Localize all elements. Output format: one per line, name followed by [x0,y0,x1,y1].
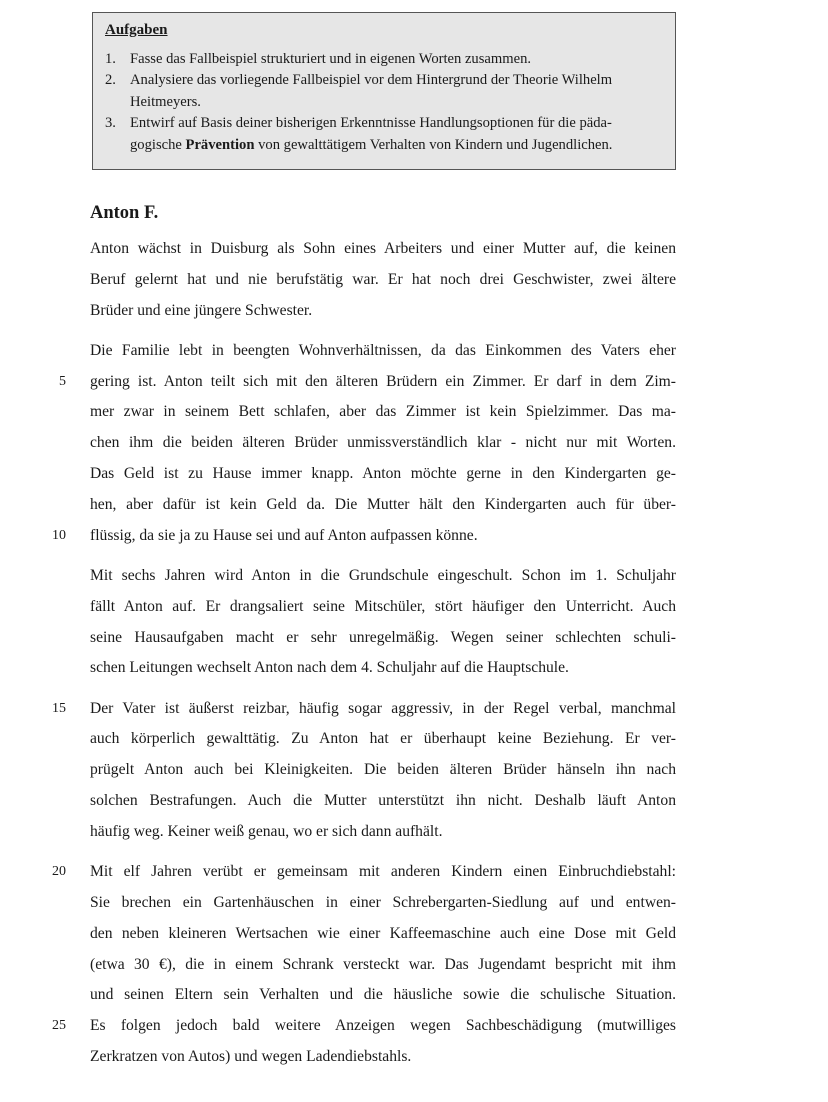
task-number: 3. [105,115,116,132]
line-text: Es folgen jedoch bald weitere Anzeigen wegen Sachbeschädigung (mutwilliges [90,1017,676,1035]
line-text: flüssig, da sie ja zu Hause sei und auf Anton aufpassen könne. [90,526,478,544]
text-line [52,521,676,552]
line-number: 5 [59,373,66,389]
line-text: (etwa 30 €), die in einem Schrank versteckt war. Das Jugendamt bespricht mit ihm [90,955,676,973]
text-line [59,367,676,398]
line-number: 10 [52,527,66,543]
text-line [52,694,676,725]
text-line [90,490,676,521]
line-text: auch körperlich gewalttätig. Zu Anton hat er überhaupt keine Beziehung. Er ver- [90,730,676,748]
case-text [52,234,676,1082]
line-text: den neben kleineren Wertsachen wie einer Kaffeemaschine auch eine Dose mit Geld [90,924,676,942]
line-text: Mit sechs Jahren wird Anton in die Grundschule eingeschult. Schon im 1. Schuljahr [90,566,676,584]
tasks-list [105,49,665,156]
text-line [90,459,676,490]
text-line [52,1011,676,1042]
task-item-3 [105,113,665,156]
text-line [90,817,676,848]
line-text: Brüder und eine jüngere Schwester. [90,301,313,319]
line-text: Mit elf Jahren verübt er gemeinsam mit anderen Kindern einen Einbruchdiebstahl: [90,863,676,881]
text-line [90,592,676,623]
tasks-box [92,12,676,170]
paragraph-2 [52,336,676,552]
line-text: schen Leitungen wechselt Anton nach dem 4. Schuljahr auf die Hauptschule. [90,659,569,677]
text-line [90,265,676,296]
task-text: Analysiere das vorliegende Fallbeispiel vor dem Hintergrund der Theorie Wilhelm [130,72,613,89]
text-line [90,919,676,950]
text-line [90,980,676,1011]
task-item-1 [105,49,665,70]
line-text: hen, aber dafür ist kein Geld da. Die Mutter hält den Kindergarten auch für über- [90,495,676,513]
line-text: und seinen Eltern sein Verhalten und die häusliche sowie die schulische Situation. [90,986,676,1004]
line-text: Die Familie lebt in beengten Wohnverhältnissen, da das Einkommen des Vaters eher [90,341,676,359]
line-text: solchen Bestrafungen. Auch die Mutter unterstützt ihn nicht. Deshalb läuft Anton [90,792,676,810]
line-text: seine Hausaufgaben macht er sehr unregelmäßig. Wegen seiner schlechten schuli- [90,628,676,646]
line-text: chen ihm die beiden älteren Brüder unmissverständlich klar - nicht nur mit Worten. [90,434,676,452]
line-number: 15 [52,700,66,716]
task-text: Fasse das Fallbeispiel strukturiert und in eigenen Worten zusammen. [130,51,532,67]
task-number: 2. [105,72,116,89]
text-line [90,296,676,327]
task-text: gogische [130,136,186,153]
paragraph-4 [52,694,676,848]
paragraph-5 [52,857,676,1073]
case-heading: Anton F. [90,203,159,223]
line-text: Das Geld ist zu Hause immer knapp. Anton möchte gerne in den Kindergarten ge- [90,465,676,483]
line-text: Beruf gelernt hat und nie berufstätig war. Er hat noch drei Geschwister, zwei ältere [90,270,676,288]
line-text: Anton wächst in Duisburg als Sohn eines Arbeiters und einer Mutter auf, die keinen [90,240,676,257]
paragraph-3 [90,561,676,684]
line-number: 25 [52,1018,66,1034]
text-line [90,336,676,367]
task-text: von gewalttätigem Verhalten von Kindern und Jugendlichen. [254,136,613,153]
line-text: Der Vater ist äußerst reizbar, häufig sogar aggressiv, in der Regel verbal, manchmal [90,699,676,717]
text-line [90,755,676,786]
line-number: 20 [52,864,66,880]
tasks-title: Aufgaben [105,22,168,38]
line-text: gering ist. Anton teilt sich mit den älteren Brüdern ein Zimmer. Er darf in dem Zim- [90,372,676,390]
line-text: Zerkratzen von Autos) und wegen Ladendiebstahls. [90,1047,412,1065]
text-line [90,786,676,817]
text-line [90,428,676,459]
line-text: häufig weg. Keiner weiß genau, wo er sich dann aufhält. [90,822,443,840]
task-emphasis: Prävention [185,136,255,153]
line-text: fällt Anton auf. Er drangsaliert seine Mitschüler, stört häufiger den Unterricht. Auch [90,597,676,615]
text-line [90,561,676,592]
text-line [52,857,676,888]
line-text: prügelt Anton auch bei Kleinigkeiten. Die beiden älteren Brüder hänseln ihn nach [90,761,676,779]
text-line [90,888,676,919]
text-line [90,623,676,654]
text-line [90,234,676,265]
text-line [90,950,676,981]
line-text: Sie brechen ein Gartenhäuschen in einer Schrebergarten-Siedlung auf und entwen- [90,893,676,911]
text-line [90,397,676,428]
text-line [90,653,676,684]
text-line [90,724,676,755]
line-text: mer zwar in seinem Bett schlafen, aber das Zimmer ist kein Spielzimmer. Das ma- [90,403,676,421]
text-line [90,1042,676,1073]
task-text: Heitmeyers. [130,93,201,110]
task-item-2 [105,70,665,113]
task-text: Entwirf auf Basis deiner bisherigen Erkenntnisse Handlungsoptionen für die päda- [130,115,612,132]
task-number: 1. [105,51,116,67]
paragraph-1 [90,234,676,326]
